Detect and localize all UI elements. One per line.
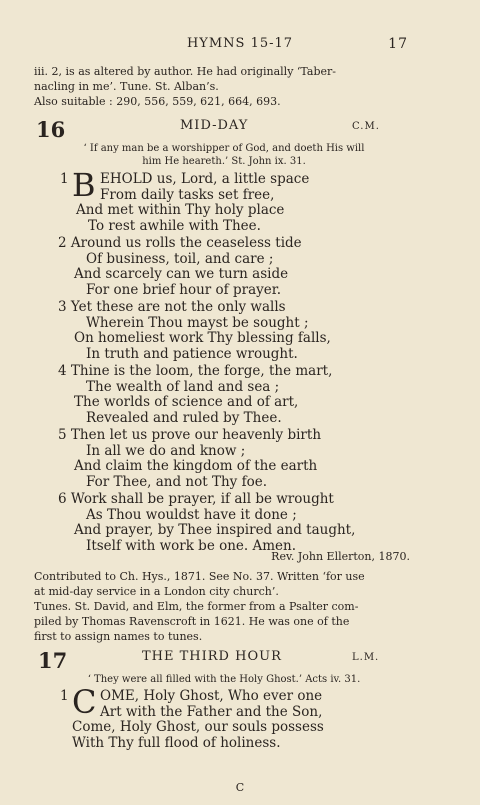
stanza-line <box>58 364 332 380</box>
stanza-line-text: Work shall be prayer, if all be wrought <box>70 491 334 507</box>
note-line: Also suitable : 290, 556, 559, 621, 664, 693. <box>34 95 281 108</box>
hymn-16-notes <box>34 569 411 644</box>
stanza-line <box>58 300 331 316</box>
stanza-line: In truth and patience wrought. <box>86 345 298 362</box>
note-line: at mid-day service in a London city church’. <box>34 585 279 598</box>
stanza-line: Wherein Thou mayst be sought ; <box>86 314 309 331</box>
stanza-line-text: Thine is the loom, the forge, the mart, <box>70 363 333 379</box>
stanza-line: Itself with work be one. Amen. <box>86 537 297 554</box>
epigraph-line: him He heareth.’ St. John ix. 31. <box>142 156 306 167</box>
note-line: piled by Thomas Ravenscroft in 1621. He was one of the <box>34 615 350 628</box>
hymn-meter: L.M. <box>352 652 380 663</box>
hymn-number: 17 <box>38 648 68 673</box>
previous-hymn-note <box>34 64 411 109</box>
stanza-number: 5 <box>58 427 67 443</box>
hymn-title: MID-DAY <box>180 118 249 133</box>
stanza-line: And prayer, by Thee inspired and taught, <box>74 522 356 538</box>
stanza-5 <box>58 428 321 490</box>
stanza-line: Revealed and ruled by Thee. <box>86 409 282 426</box>
signature-mark: C <box>235 781 245 794</box>
stanza-line: OME, Holy Ghost, Who ever one <box>100 688 323 704</box>
stanza-1 <box>60 166 310 234</box>
stanza-line: For Thee, and not Thy foe. <box>86 473 267 490</box>
stanza-line: Art with the Father and the Son, <box>100 703 323 720</box>
stanza-line: From daily tasks set free, <box>100 186 275 203</box>
stanza-line: The wealth of land and sea ; <box>86 378 280 395</box>
stanza-line: And claim the kingdom of the earth <box>74 458 318 474</box>
stanza-line: With Thy full flood of holiness. <box>72 734 281 751</box>
stanza-line: Come, Holy Ghost, our souls possess <box>72 719 324 735</box>
author-attribution: Rev. John Ellerton, 1870. <box>271 550 410 563</box>
stanza-line <box>58 492 355 508</box>
stanza-number: 2 <box>58 235 67 251</box>
epigraph-line: ‘ If any man be a worshipper of God, and doeth His will <box>83 143 365 154</box>
stanza-line-text: Yet these are not the only walls <box>70 299 286 315</box>
note-line: first to assign names to tunes. <box>34 630 203 643</box>
note-line: Contributed to Ch. Hys., 1871. See No. 37. Written ‘for use <box>34 570 365 583</box>
stanza-line: In all we do and know ; <box>86 442 246 459</box>
stanza-line: And met within Thy holy place <box>76 202 285 218</box>
stanza-line <box>58 236 302 252</box>
stanza-line: And scarcely can we turn aside <box>74 266 289 282</box>
stanza-line: As Thou wouldst have it done ; <box>86 506 297 523</box>
stanza-number: 4 <box>58 363 67 379</box>
stanza-number: 6 <box>58 491 67 507</box>
stanza-line: To rest awhile with Thee. <box>88 217 261 234</box>
hymn-title: THE THIRD HOUR <box>142 649 282 664</box>
stanza-6 <box>58 492 355 554</box>
stanza-line: Of business, toil, and care ; <box>86 250 274 267</box>
stanza-number: 1 <box>60 171 69 187</box>
hymn-number: 16 <box>36 117 66 142</box>
running-header <box>0 36 480 54</box>
running-title: HYMNS 15-17 <box>186 36 294 51</box>
stanza-3 <box>58 300 331 362</box>
hymn-epigraph: ‘ They were all filled with the Holy Ghost.’ Acts iv. 31. <box>87 674 361 685</box>
stanza-line <box>58 428 321 444</box>
hymn-epigraph <box>34 142 414 168</box>
drop-cap: B <box>72 166 96 204</box>
stanza-line-text: Around us rolls the ceaseless tide <box>70 235 302 251</box>
stanza-line: The worlds of science and of art, <box>74 394 299 410</box>
stanza-number: 1 <box>60 688 69 704</box>
note-line: Tunes. St. David, and Elm, the former from a Psalter com- <box>34 600 359 613</box>
stanza-4 <box>58 364 332 426</box>
page-number: 17 <box>388 36 408 52</box>
stanza-number: 3 <box>58 299 67 315</box>
stanza-line: On homeliest work Thy blessing falls, <box>74 330 331 346</box>
hymn-meter: C.M. <box>352 121 380 132</box>
stanza-line-text: Then let us prove our heavenly birth <box>70 427 322 443</box>
drop-cap: C <box>72 683 97 721</box>
note-line: iii. 2, is as altered by author. He had originally ‘Taber- <box>34 65 336 78</box>
stanza-1 <box>60 683 324 751</box>
note-line: nacling in me’. Tune. St. Alban’s. <box>34 80 219 93</box>
stanza-line: EHOLD us, Lord, a little space <box>100 171 310 187</box>
stanza-line: For one brief hour of prayer. <box>86 281 281 298</box>
stanza-2 <box>58 236 302 298</box>
